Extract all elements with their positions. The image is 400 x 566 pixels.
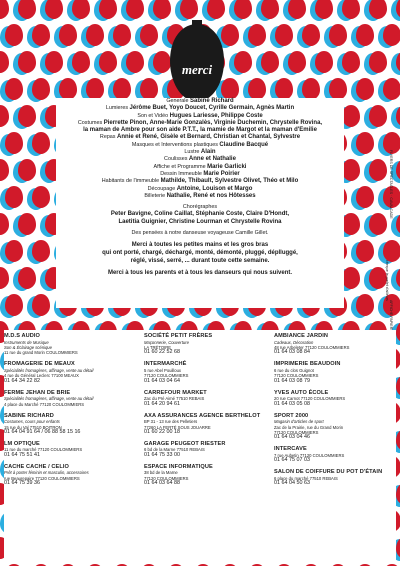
bulb-shape — [315, 51, 333, 73]
sponsor-phone: 01 64 03 05 08 — [274, 400, 310, 407]
sponsor-phone: 01 60 22 00 18 — [144, 428, 180, 435]
sponsor-address: 11 rue du grand Morin COULOMMIERS — [4, 350, 78, 356]
sponsor-address: 77120 COULOMMIERS — [144, 475, 189, 481]
bulb-shape — [32, 240, 50, 262]
sponsor-address: BP 31 - 13 rue des Pelletiers — [144, 419, 198, 425]
sponsor-entry — [274, 413, 396, 441]
sponsor-phone: 01 64 75 33 00 — [144, 451, 180, 458]
sponsor-phone: 01 64 75 07 03 — [274, 457, 310, 464]
sponsor-name: GARAGE PEUGEOT RIESTER — [144, 440, 226, 447]
sponsor-address: 77120 COULOMMIERS — [274, 429, 319, 435]
credit-line: Dessin Immeuble Marie Poirier — [160, 170, 240, 177]
sponsor-phone: 01 64 03 64 88 — [144, 480, 180, 487]
sponsor-address: 4 rue du Général Leclerc 77100 MEAUX — [4, 373, 79, 379]
sponsor-entry — [4, 361, 126, 384]
sponsor-phone: 01 64 04 91 64 / 06 88 58 15 16 — [4, 428, 81, 435]
sponsor-name: SABINE RICHARD — [4, 412, 54, 419]
sponsor-address: 20 rue Carnot 77120 COULOMMIERS — [274, 396, 346, 402]
sponsor-address: 7 rue Aubetin 77120 COULOMMIERS — [274, 452, 345, 458]
bulb-shape — [0, 159, 9, 181]
bulb-shape — [18, 267, 36, 289]
bulb-shape — [5, 294, 23, 316]
sponsor-entry — [274, 446, 396, 463]
merci-logo — [166, 20, 228, 104]
sponsor-address: Zac du Pré Aimé 77510 REBAIS — [144, 396, 205, 402]
logo-text: merci — [181, 62, 213, 77]
sponsor-address: 77120 COULOMMIERS — [144, 373, 189, 379]
credit-line: Lustre Alain — [184, 149, 216, 156]
sponsor-entry — [4, 413, 126, 436]
credit-line: Découpage Antoine, Louison et Margo — [147, 185, 253, 192]
bulb-shape — [369, 105, 387, 127]
sponsor-address: 38 bd de la Marne — [144, 470, 178, 476]
sponsor-address: 77260 LA FERTÉ SOUS JOUARRE — [144, 424, 211, 430]
sponsor-description: Magasin d'articles de sport — [274, 419, 324, 425]
bulb-shape — [275, 24, 293, 46]
bulb-shape — [288, 51, 306, 73]
credit-line: Son et Vidéo Hugues Lariesse, Philippe Coste — [137, 112, 263, 119]
sponsor-entry — [274, 469, 396, 486]
sponsor-name: SPORT 2000 — [274, 412, 309, 419]
sponsor-entry — [144, 441, 266, 458]
sponsor-name: YVES AUTO ÉCOLE — [274, 389, 329, 396]
credit-line: la maman de Ambre pour son aide P.T.T., la mamie de Margot et la maman d'Emilie — [83, 127, 317, 134]
bulb-shape — [18, 51, 36, 73]
sponsor-description: Spécialités fromagères, affinage, vente au détail — [4, 367, 94, 373]
bulb-shape — [86, 24, 104, 46]
sponsor-address: 11 rue du marché 77120 COULOMMIERS — [4, 447, 83, 453]
bulb-shape — [275, 78, 293, 100]
bulb-shape — [113, 78, 131, 100]
vertical-credit-line: cheque le prefet d'ailleurs — [385, 260, 389, 301]
sponsor-phone: 01 64 75 39 36 — [4, 480, 40, 487]
bulb-shape — [356, 24, 374, 46]
bulb-shape — [342, 159, 360, 181]
bulb-shape — [32, 132, 50, 154]
choreo-names: Peter Bavigne, Coline Caillat, Stéphanie Coste, Claire D'Hondt, — [110, 211, 290, 218]
bulb-shape — [32, 294, 50, 316]
sponsor-entry — [144, 361, 266, 384]
bulb-shape — [234, 51, 252, 73]
sponsor-name: AMBIANCE JARDIN — [274, 333, 329, 339]
sponsor-description: Cadeaux, Décoration — [274, 339, 314, 345]
bulb-shape — [356, 78, 374, 100]
bulb-shape — [356, 294, 374, 316]
bulb-shape — [0, 267, 9, 289]
choreo-label: Chorégraphes — [182, 204, 218, 211]
bulb-shape — [0, 105, 9, 127]
sponsor-column — [144, 333, 266, 492]
sponsor-description: Maçonnerie, Couverture — [144, 339, 189, 345]
bulb-shape — [329, 78, 347, 100]
sponsor-name: INTERCAVE — [274, 446, 307, 453]
sponsor-name: SOCIÉTÉ PETIT FRÈRES — [144, 333, 213, 339]
credit-line: Coulisses Anne et Nathalie — [164, 156, 236, 163]
sponsor-entry — [4, 333, 126, 356]
sponsor-entry — [144, 413, 266, 436]
bulb-shape — [342, 267, 360, 289]
credit-line: Lumieres Jérôme Buet, Yoyo Doucet, Cyrille Germain, Agnès Martin — [105, 105, 295, 112]
bulb-shape — [0, 0, 9, 19]
bulb-shape — [0, 213, 9, 235]
bulb-shape — [356, 132, 374, 154]
bulb-shape — [5, 240, 23, 262]
sponsor-address: 5 rue Abel Pouilloux — [144, 367, 182, 373]
bulb-shape — [32, 24, 50, 46]
credit-line: Masques et Interventions plastiques Claudine Bacqué — [131, 141, 269, 148]
sponsor-column — [4, 333, 126, 492]
bulb-shape — [126, 51, 144, 73]
tribute-line: Des pensées à notre danseuse voyageuse Camille Gillet. — [131, 230, 269, 237]
bulb-shape — [248, 24, 266, 46]
bulb-shape — [248, 78, 266, 100]
sponsor-entry — [274, 333, 396, 356]
bulb-shape — [5, 132, 23, 154]
bulb-shape — [0, 51, 9, 73]
sponsor-address: 4 place du Marché 77120 COULOMMIERS — [4, 401, 85, 407]
sponsors-section — [4, 330, 396, 564]
sponsor-entry — [274, 361, 396, 384]
bulb-shape — [59, 78, 77, 100]
sponsor-description: Son & Éclairage scénique — [4, 345, 52, 350]
bulb-shape — [18, 213, 36, 235]
sponsor-entry — [144, 464, 266, 487]
thanks-line: qui ont porté, chargé, déchargé, monté, démonté, pluggé, déplluggé, — [102, 250, 298, 257]
sponsor-phone: 01 64 03 04 64 — [144, 377, 180, 384]
sponsor-address: 6 rue du clos Guignot — [274, 367, 314, 373]
sponsor-name: SALON DE COIFFURE DU POT D'ÉTAIN — [274, 469, 383, 476]
sponsor-name: FERME JEHAN DE BRIE — [4, 389, 71, 396]
bulb-shape — [261, 51, 279, 73]
sponsor-phone: 01 60 22 52 68 — [144, 349, 180, 356]
credit-line: Costumes Pierrette Pinon, Anne-Marie Gonzalès, Virginie Duchemin, Chrystelle Rovina, — [77, 119, 323, 126]
sponsor-description: Costumes, cours pour enfants — [4, 419, 60, 425]
sponsor-entry — [4, 441, 126, 458]
sponsor-address: 6 bd de la Marne 77510 REBAIS — [144, 447, 205, 453]
credit-line: Repas Annie et René, Gisèle et Bernard, Christian et Chantal, Sylvestre — [99, 134, 301, 141]
sponsor-name: LM OPTIQUE — [4, 440, 40, 447]
bulb-shape — [99, 51, 117, 73]
bulb-shape — [140, 78, 158, 100]
thanks-line: réglé, vissé, serré, ... durant toute cette semaine. — [130, 258, 270, 265]
bulb-shape — [5, 24, 23, 46]
sponsor-address: Zac de la Prairie, rue du Grand Morin — [274, 424, 344, 430]
sponsor-name: IMPRIMERIE BEAUDOIN — [274, 361, 341, 368]
thanks-line: Merci à toutes les petites mains et les gros bras — [131, 242, 269, 249]
bulb-shape — [302, 78, 320, 100]
credits-block — [56, 98, 344, 308]
credit-line: Habitants de l'immeuble Mathilde, Thibault, Sylvestre Olivet, Théo et Milo — [101, 178, 299, 185]
sponsor-entry — [144, 333, 266, 356]
vertical-credit-line: FLYERS DE SPECTACLES · CAVALCADE — [389, 150, 393, 219]
choreo-names: Laetitia Guignier, Christine Lourman et Chrystelle Rovina — [118, 218, 282, 225]
bulb-shape — [342, 213, 360, 235]
sponsor-column — [274, 333, 396, 492]
sponsor-phone: 01 64 03 08 79 — [274, 377, 310, 384]
sponsor-entry — [4, 464, 126, 487]
bulb-shape — [59, 24, 77, 46]
sponsor-phone: 01 64 34 22 82 — [4, 377, 40, 384]
sponsor-address: 6 place du marché 77510 REBAIS — [274, 475, 338, 481]
bulb-shape — [342, 51, 360, 73]
bulb-shape — [72, 51, 90, 73]
sponsor-entry — [4, 390, 126, 407]
bulb-shape — [329, 24, 347, 46]
credit-line: Affiche et Programme Marie Garlicki — [153, 163, 247, 170]
sponsor-phone: 01 64 75 51 41 — [4, 451, 40, 458]
bulb-shape — [32, 78, 50, 100]
sponsor-entry — [274, 390, 396, 407]
sponsor-address: LA TRÉTOIRE — [144, 345, 172, 350]
sponsor-name: FROMAGERIE DE MEAUX — [4, 361, 75, 368]
bulb-shape — [140, 24, 158, 46]
sponsor-address: rue Beaurepaire 77120 COULOMMIERS — [4, 475, 80, 481]
credit-line: Generale Sabine Richard — [166, 98, 234, 104]
sponsor-phone: 01 64 04 50 63 — [274, 480, 310, 487]
bulb-shape — [32, 186, 50, 208]
sponsor-description: Instruments de Musique — [4, 339, 49, 345]
bulb-shape — [302, 24, 320, 46]
sponsor-name: M.D.S AUDIO — [4, 333, 41, 339]
sponsor-name: INTERMARCHÉ — [144, 361, 187, 368]
sponsor-phone: 01 64 03 04 46 — [274, 434, 310, 441]
sponsor-name: AXA ASSURANCES AGENCE BERTHELOT — [144, 412, 261, 419]
bulb-shape — [5, 78, 23, 100]
sponsor-name: CACHE CACHE / CELIO — [4, 463, 69, 470]
bulb-shape — [86, 78, 104, 100]
bulb-shape — [18, 159, 36, 181]
bulb-shape — [45, 51, 63, 73]
sponsor-address: 48 rue Arbeleter 77120 COULOMMIERS — [274, 345, 350, 350]
sponsor-name: ESPACE INFORMATIQUE — [144, 463, 213, 470]
bulb-shape — [18, 105, 36, 127]
sponsor-address: 77120 COULOMMIERS — [274, 373, 319, 379]
bulb-shape — [113, 24, 131, 46]
bulb-shape — [356, 240, 374, 262]
sponsor-phone: 01 64 03 08 84 — [274, 349, 310, 356]
sponsor-description: Spécialités fromagères, affinage, vente au détail — [4, 396, 94, 402]
sponsor-description: Prêt à porter féminin et masculin, accessoires — [4, 470, 89, 476]
bulb-shape — [369, 51, 387, 73]
credit-line: Billeterie Nathalie, René et nos Hôtesses — [144, 192, 256, 199]
thanks-line: Merci à tous les parents et à tous les danseurs qui nous suivent. — [107, 270, 293, 277]
sponsor-entry — [144, 390, 266, 407]
bulb-shape — [5, 186, 23, 208]
sponsor-address: 15 rue du Val 77510 BOITRON — [4, 424, 62, 430]
sponsor-name: CARREFOUR MARKET — [144, 389, 207, 396]
sponsor-phone: 01 64 20 94 61 — [144, 400, 180, 407]
bulb-shape — [356, 186, 374, 208]
bulb-shape — [342, 105, 360, 127]
